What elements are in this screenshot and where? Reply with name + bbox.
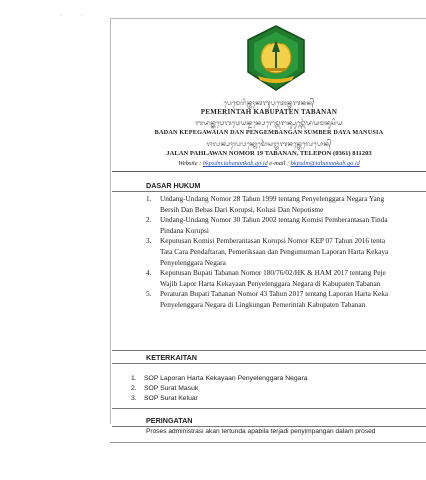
item-text: Peraturan Bupati Tananan Nomor 43 Tahun 2017 tentang Laporan Harta Keka bbox=[160, 289, 389, 299]
letterhead-divider bbox=[112, 171, 426, 172]
section-divider bbox=[112, 426, 426, 427]
list-item bbox=[112, 394, 426, 404]
item-text: Undang-Undang Nomor 28 Tahun 1999 tentang Penyelenggara Negara Yang bbox=[160, 194, 385, 203]
list-item bbox=[112, 215, 426, 236]
item-number: 4. bbox=[146, 268, 152, 278]
item-text: Bersih Dan Bebas Dari Korupsi, Kolusi Dan Nepotisme bbox=[160, 204, 324, 214]
item-number: 1. bbox=[146, 194, 152, 203]
item-text: Penyelenggara Negara di Lingkungan Pemerintah Kabupaten Tabanan bbox=[160, 299, 366, 309]
item-number: 3. bbox=[146, 236, 152, 246]
government-name: PEMERINTAH KABUPATEN TABANAN bbox=[200, 108, 338, 116]
legal-basis-list bbox=[112, 194, 426, 311]
scan-marks: · · bbox=[60, 12, 91, 19]
section-title-peringatan: PERINGATAN bbox=[146, 416, 193, 425]
list-item bbox=[112, 236, 426, 268]
item-number: 1. bbox=[131, 375, 137, 382]
warning-text: Proses administrasi akan tertunda apabila terjadi penyimpangan dalam prosed bbox=[146, 428, 376, 435]
item-text: Undang-Undang Nomor 30 Tahun 2002 tentang Komisi Pemberantasan Tinda bbox=[160, 215, 388, 225]
contact-line bbox=[112, 160, 426, 167]
list-item bbox=[112, 194, 426, 215]
item-text: Keputusan Komisi Pemberantasan Korupsi Nomor KEP 07 Tahun 2016 tenta bbox=[160, 236, 386, 246]
section-divider bbox=[112, 408, 426, 409]
website-link[interactable]: bkpsdm.tabanankab.go.id bbox=[202, 160, 268, 167]
list-item bbox=[112, 374, 426, 384]
related-sop-list bbox=[112, 374, 426, 405]
section-divider bbox=[112, 191, 426, 192]
section-divider bbox=[112, 350, 426, 351]
email-label: e-mail : bbox=[267, 160, 291, 167]
tabanan-regency-emblem bbox=[244, 24, 308, 92]
item-text: SOP Surat Keluar bbox=[144, 395, 198, 403]
item-text: Wajib Lapor Harta Kekayaan Penyelenggara Negara di Kabupaten Tabanan bbox=[160, 278, 381, 288]
item-number: 2. bbox=[146, 215, 152, 225]
section-title-dasar-hukum: DASAR HUKUM bbox=[146, 181, 201, 190]
website-label: Website : bbox=[178, 160, 203, 167]
item-number: 5. bbox=[146, 289, 152, 299]
office-address: JALAN PAHLAWAN NOMOR 19 TABANAN, TELEPON (0361) 811203 bbox=[166, 150, 372, 157]
item-number: 3. bbox=[131, 395, 137, 403]
balinese-script-line: ᬩᬤᬦ᭄ᬓᬧᬾᬕᬯᬾᬬᬦ᭄ᬤᬦ᭄ᬧᬾᬗᬾᬫ᭄ᬩᬗᬦ᭄ᬲᬸᬫ᭄ᬩᬾᬃᬤᬬᬫᬦᬸᬲᬶᬬ bbox=[195, 120, 343, 127]
document-bottom-border bbox=[110, 442, 426, 443]
item-text: SOP Laporan Harta Kekayaan Penyelenggara Negara bbox=[144, 375, 308, 382]
item-text: Tata Cara Pendaftaran, Pemeriksaan dan Pengumuman Laporan Harta Kekaya bbox=[160, 246, 389, 256]
balinese-script-line: ᬚᬮᬦ᭄ᬧᬄᬮᬯᬦ᭄ᬦᭀᬫᭀᬃᬲᬗ᭄ᬢᬩᬦᬦ᭄ᬢᬾᬮᬾᬧᭀᬦ᭄ bbox=[206, 141, 332, 148]
item-number: 2. bbox=[131, 385, 137, 393]
list-item bbox=[112, 268, 426, 289]
balinese-script-line: ᬧᬾᬫᬾᬭᬶᬦ᭄ᬢᬄᬓᬩᬸᬧᬢᬾᬦ᭄ᬢᬩᬦᬦ᭄ bbox=[223, 100, 315, 107]
agency-name: BADAN KEPEGAWAIAN DAN PENGEMBANGAN SUMBER DAYA MANUSIA bbox=[154, 129, 384, 136]
item-text: SOP Surat Masuk bbox=[144, 385, 199, 393]
section-title-keterkaitan: KETERKAITAN bbox=[146, 353, 197, 362]
email-link[interactable]: bkpsdm@tabanankab.go.id bbox=[290, 160, 360, 167]
item-text: Penyelenggara Negara bbox=[160, 257, 226, 267]
item-text: Pindana Korupsi bbox=[160, 225, 209, 235]
list-item bbox=[112, 289, 426, 310]
item-text: Keputusan Bupati Tabanan Nomor 180/76/02/HK & HAM 2017 tentang Peje bbox=[160, 268, 386, 278]
section-divider bbox=[112, 363, 426, 364]
list-item bbox=[112, 384, 426, 394]
